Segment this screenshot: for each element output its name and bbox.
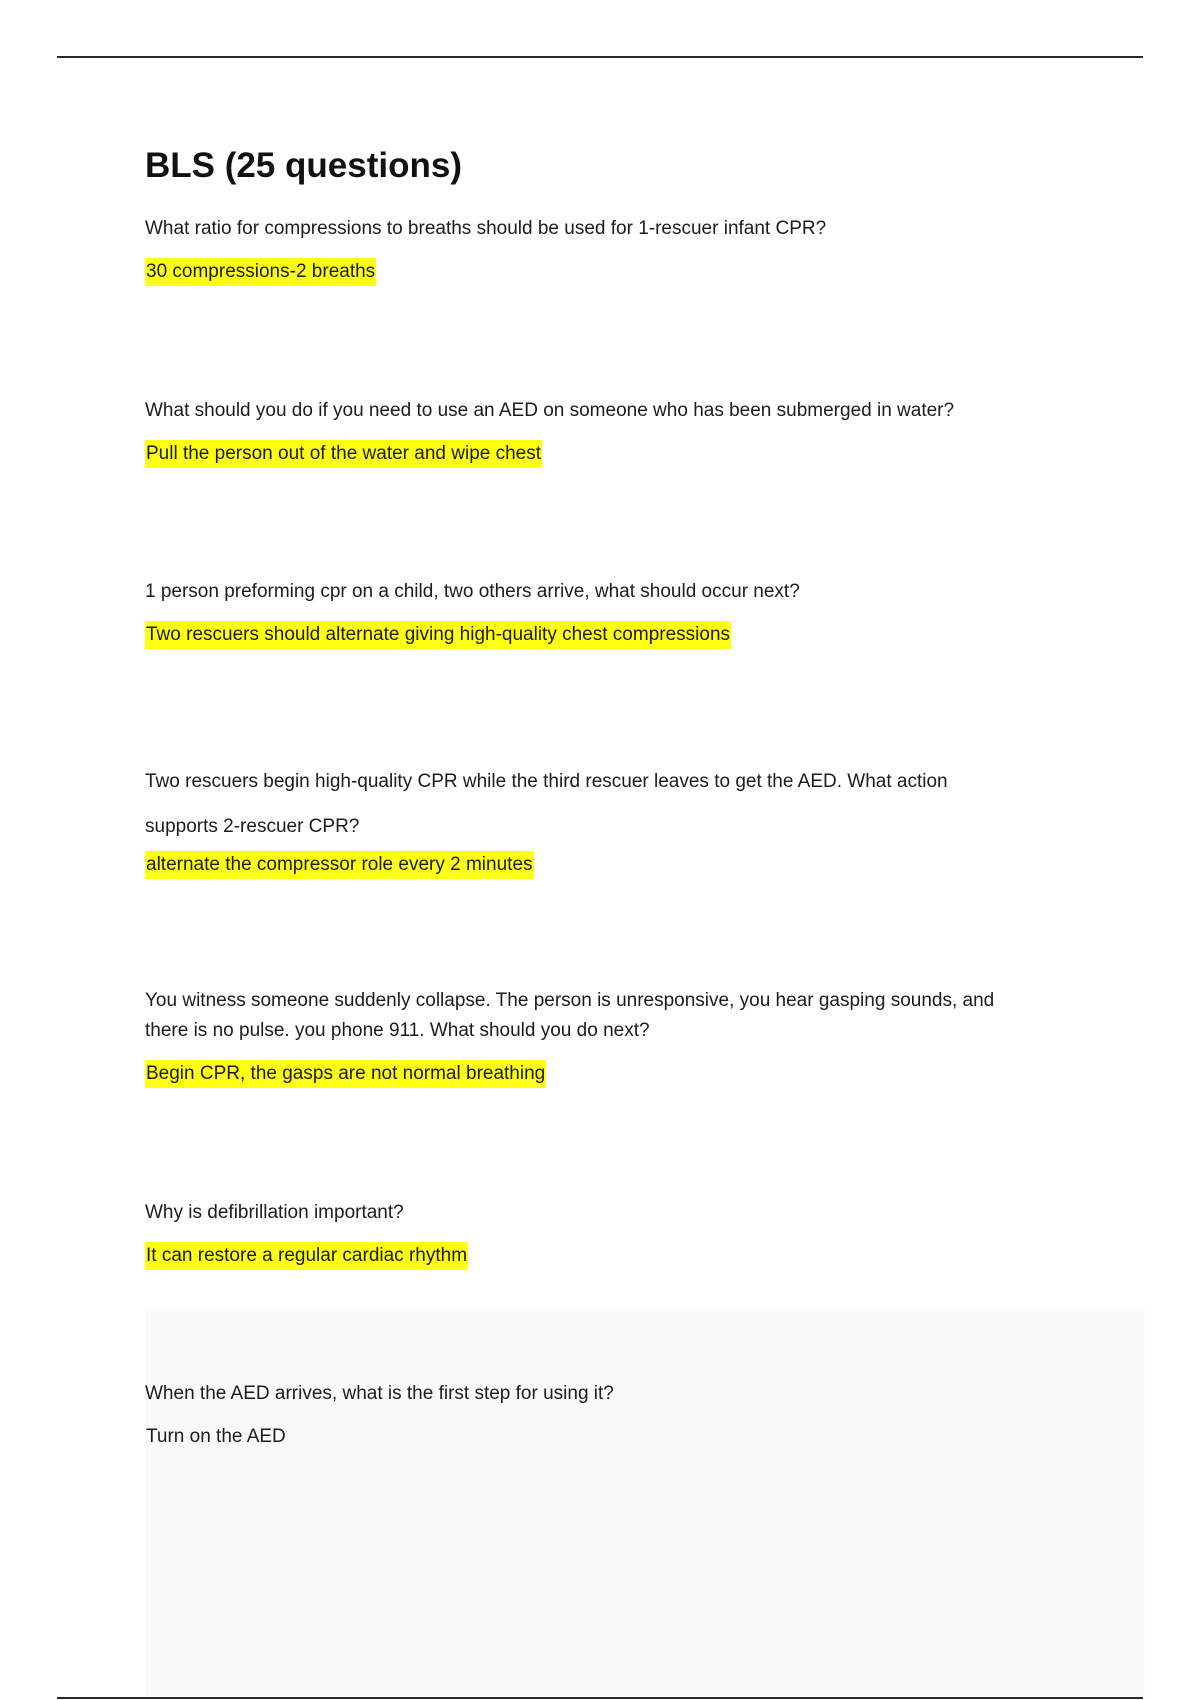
answer-text: Pull the person out of the water and wipe chest	[145, 440, 542, 468]
qa-item-5	[145, 986, 1045, 1088]
question-text: What should you do if you need to use an AED on someone who has been submerged in water?	[145, 400, 955, 421]
question-text: Why is defibrillation important?	[145, 1202, 404, 1223]
question-text-line-2: supports 2-rescuer CPR?	[145, 816, 360, 837]
answer-text: 30 compressions-2 breaths	[145, 258, 376, 286]
qa-item-7	[145, 1379, 1045, 1451]
bottom-rule	[57, 1697, 1143, 1699]
qa-item-6	[145, 1198, 1045, 1270]
question-text: When the AED arrives, what is the first step for using it?	[145, 1383, 614, 1404]
question-text-line-1: Two rescuers begin high-quality CPR while the third rescuer leaves to get the AED. What action	[145, 771, 948, 792]
answer-text: It can restore a regular cardiac rhythm	[145, 1242, 468, 1270]
qa-item-2	[145, 396, 1045, 468]
qa-item-4	[145, 759, 1045, 879]
qa-item-1	[145, 214, 1045, 286]
answer-text: Two rescuers should alternate giving high-quality chest compressions	[145, 621, 731, 649]
qa-item-3	[145, 577, 1045, 649]
page-shading	[145, 1310, 1145, 1698]
question-text: 1 person preforming cpr on a child, two others arrive, what should occur next?	[145, 581, 800, 602]
document-title: BLS (25 questions)	[145, 146, 462, 185]
answer-text: Begin CPR, the gasps are not normal breathing	[145, 1060, 546, 1088]
answer-text: Turn on the AED	[146, 1426, 286, 1447]
top-rule	[57, 56, 1143, 58]
question-text-line-2: there is no pulse. you phone 911. What should you do next?	[145, 1020, 650, 1041]
question-text: What ratio for compressions to breaths should be used for 1-rescuer infant CPR?	[145, 218, 827, 239]
question-text-line-1: You witness someone suddenly collapse. The person is unresponsive, you hear gasping sounds, and	[145, 990, 995, 1011]
answer-text: alternate the compressor role every 2 minutes	[145, 851, 534, 879]
